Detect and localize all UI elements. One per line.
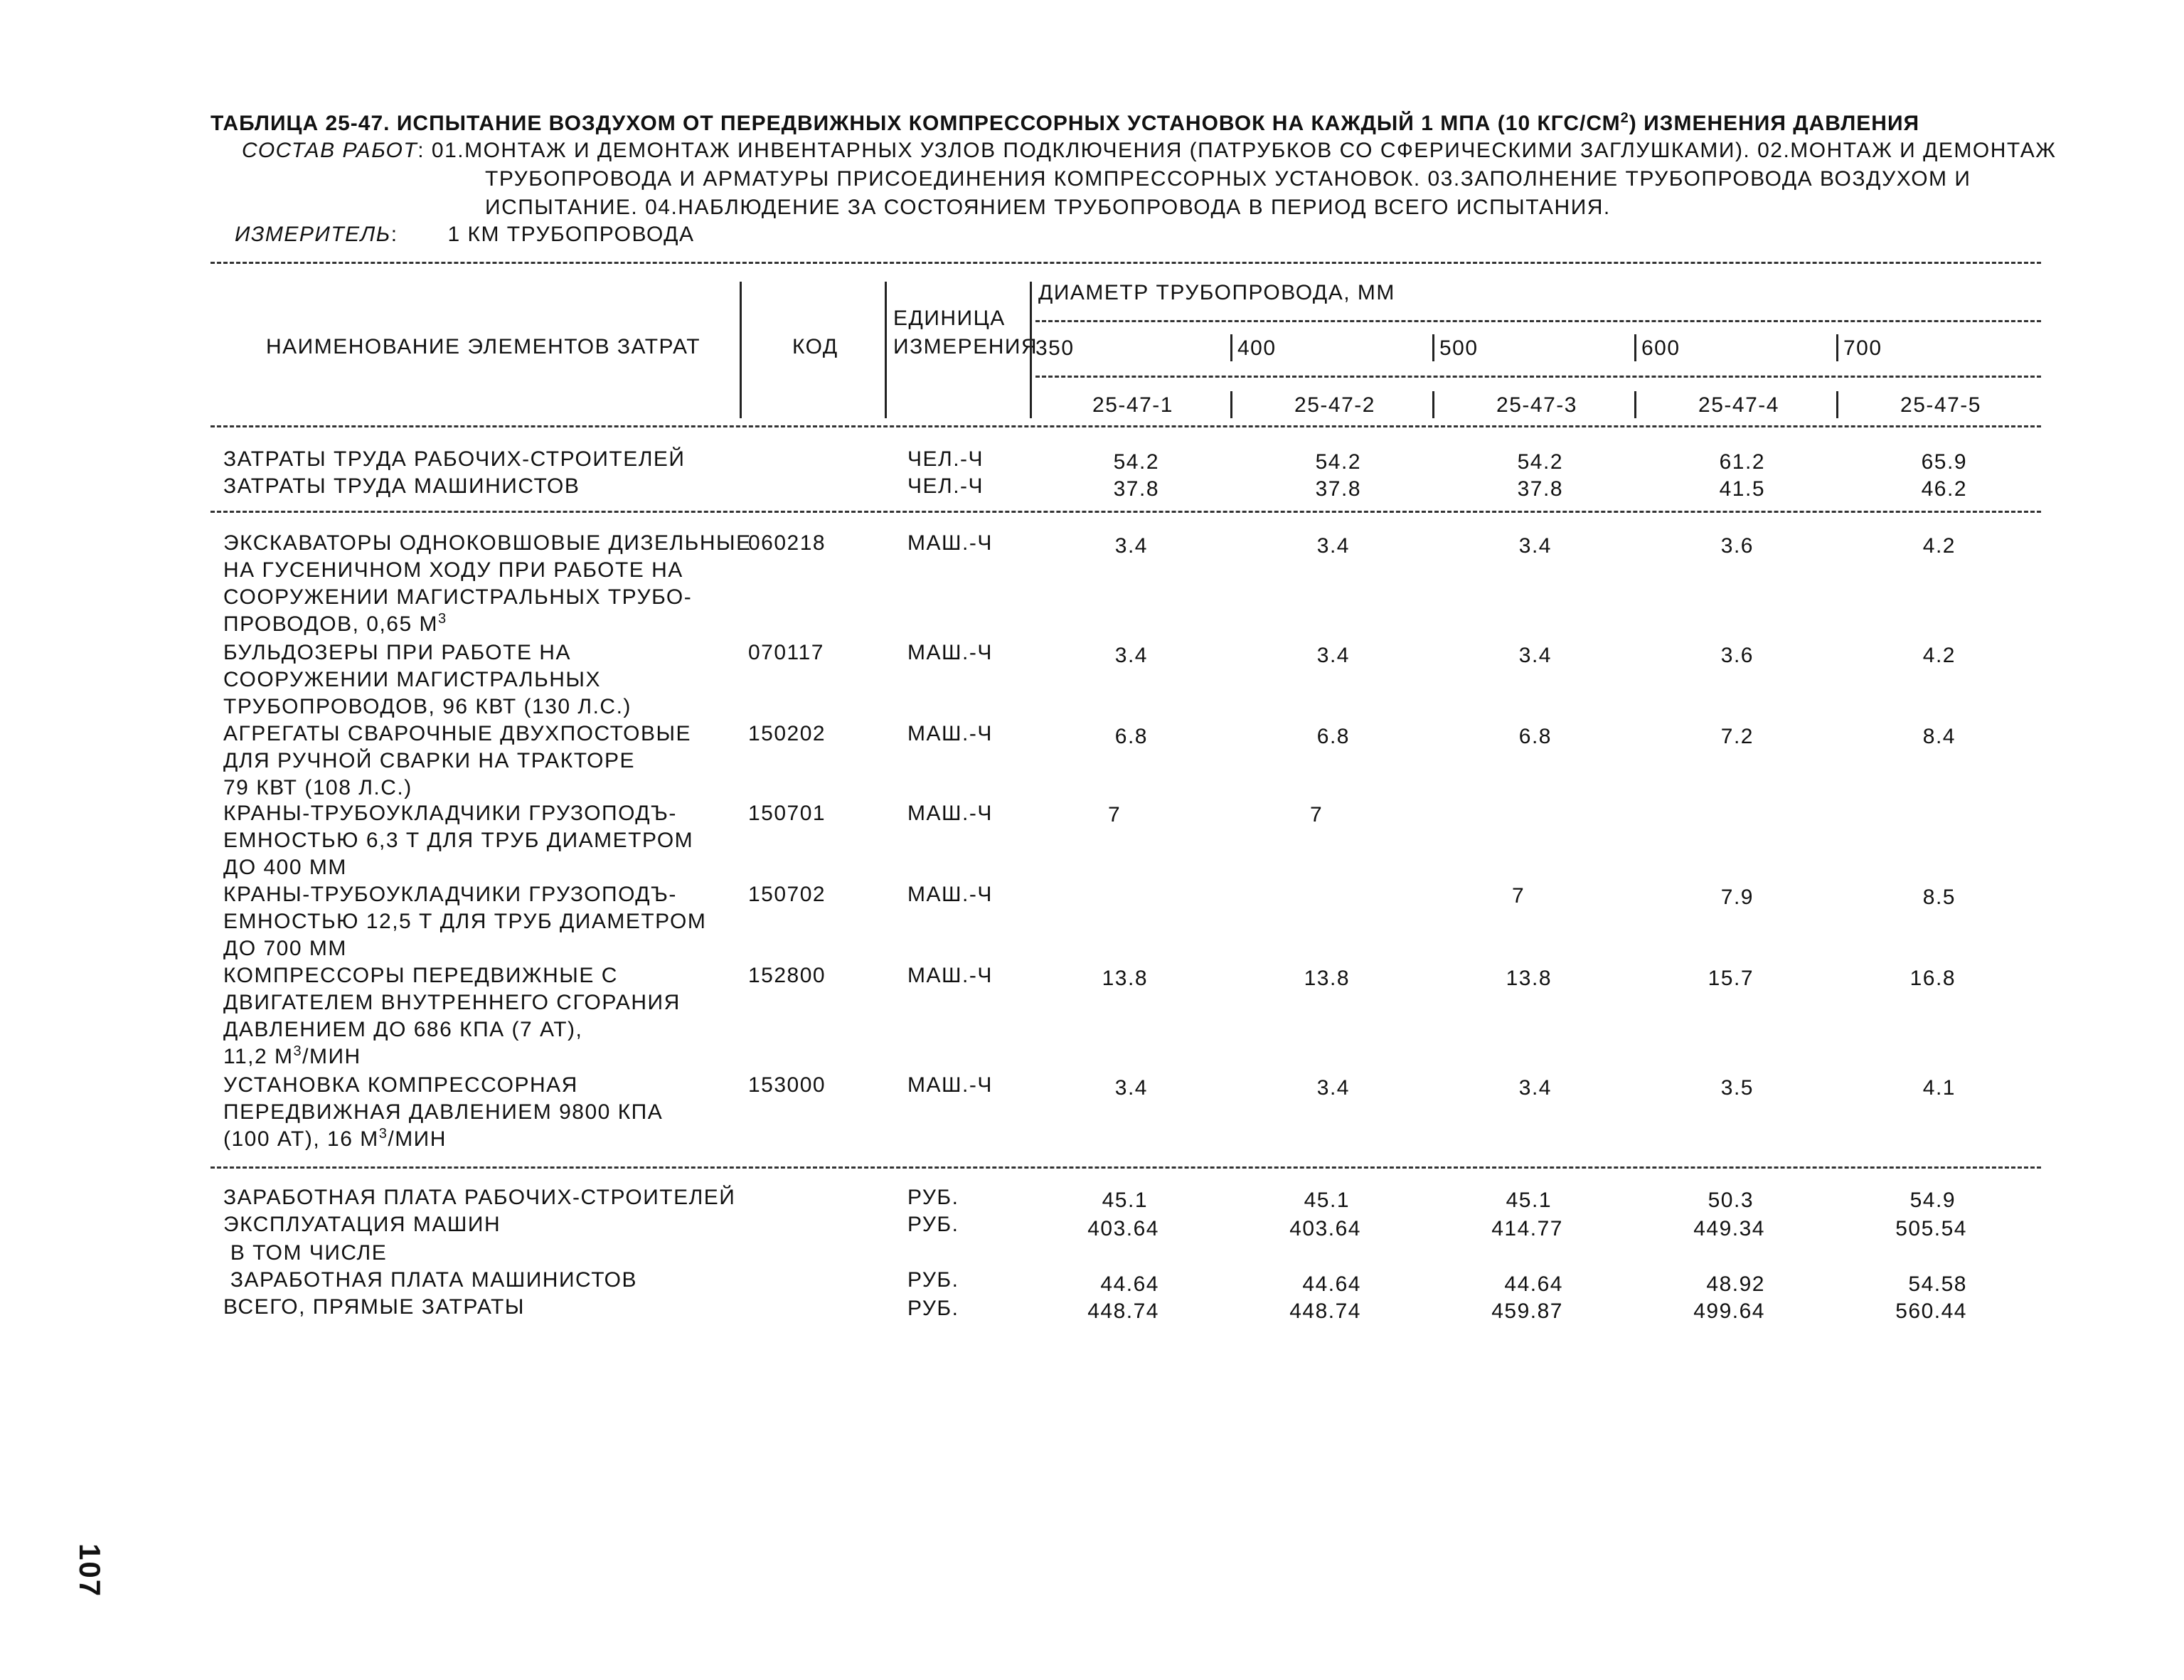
row-code: 060218 [748,531,826,555]
row-value-5: 54.58 [1908,1272,1967,1296]
row-name-line: ДЛЯ РУЧНОЙ СВАРКИ НА ТРАКТОРЕ [223,749,636,772]
sostav-line-3: ИСПЫТАНИЕ. 04.НАБЛЮДЕНИЕ ЗА СОСТОЯНИЕМ ТРУБОПРОВОДА В ПЕРИОД ВСЕГО ИСПЫТАНИЯ. [485,196,1611,219]
header-diameter-col: ДИАМЕТР ТРУБОПРОВОДА, ММ [1038,281,1395,304]
header-vbar [1634,334,1636,361]
row-value-2: 403.64 [1289,1217,1361,1240]
row-name: ЗАРАБОТНАЯ ПЛАТА РАБОЧИХ-СТРОИТЕЛЕЙ [223,1186,736,1209]
row-code: 070117 [748,641,824,664]
header-unit-col-2: ИЗМЕРЕНИЯ [893,335,1038,358]
row-value-4: 3.6 [1720,534,1754,558]
row-unit: МАШ.-Ч [907,1073,993,1097]
row-name-line: СООРУЖЕНИИ МАГИСТРАЛЬНЫХ [223,668,601,691]
row-name-line: 79 КВТ (108 Л.С.) [223,776,412,799]
divider-top [211,262,2041,264]
row-value-3: 3.4 [1518,1076,1552,1100]
row-value-3: 45.1 [1506,1189,1552,1212]
header-vbar [1836,391,1838,418]
header-vbar [1432,391,1434,418]
row-value-5: 65.9 [1921,450,1967,474]
row-code: 150701 [748,802,826,825]
row-value-1: 13.8 [1102,967,1148,990]
row-value-4: 61.2 [1719,450,1765,474]
row-value-5: 8.4 [1922,725,1956,748]
row-value-3: 3.4 [1518,534,1552,558]
row-value-4: 7.9 [1720,886,1754,909]
header-diameter-700: 700 [1843,336,1882,360]
row-value-1: 403.64 [1087,1217,1159,1240]
row-name-line: ЕМНОСТЬЮ 12,5 Т ДЛЯ ТРУБ ДИАМЕТРОМ [223,910,707,933]
row-value-2: 54.2 [1315,450,1361,474]
row-value-4: 3.5 [1720,1076,1754,1100]
row-value-2: 45.1 [1304,1189,1350,1212]
row-value-1: 3.4 [1114,534,1148,558]
header-code-col: КОД [792,335,838,358]
row-name-line: СООРУЖЕНИИ МАГИСТРАЛЬНЫХ ТРУБО- [223,585,693,609]
row-value-4: 48.92 [1706,1272,1765,1296]
row-value-3: 414.77 [1491,1217,1563,1240]
row-name-line: КОМПРЕССОРЫ ПЕРЕДВИЖНЫЕ С [223,964,618,987]
row-value-4: 50.3 [1708,1189,1754,1212]
row-value-4: 7.2 [1720,725,1754,748]
row-value-5: 505.54 [1895,1217,1967,1240]
row-value-2: 13.8 [1304,967,1350,990]
row-unit: ЧЕЛ.-Ч [907,474,984,498]
row-name-line: ДАВЛЕНИЕМ ДО 686 КПА (7 АТ), [223,1018,583,1041]
row-value-5: 16.8 [1909,967,1956,990]
row-unit: РУБ. [907,1186,959,1209]
row-value-2: 3.4 [1316,1076,1350,1100]
row-value-2: 3.4 [1316,534,1350,558]
sostav-line-2: ТРУБОПРОВОДА И АРМАТУРЫ ПРИСОЕДИНЕНИЯ КОМПРЕССОРНЫХ УСТАНОВОК. 03.ЗАПОЛНЕНИЕ ТРУБОПРОВОДА ВОЗДУХОМ И [485,167,1971,191]
row-name-line: ПЕРЕДВИЖНАЯ ДАВЛЕНИЕМ 9800 КПА [223,1100,664,1124]
header-vbar [1030,282,1032,418]
row-value-3: 13.8 [1506,967,1552,990]
header-code-25-47-2: 25-47-2 [1294,393,1375,417]
page-number: 107 [73,1543,107,1598]
row-value-5: 4.1 [1922,1076,1956,1100]
divider-labor-bottom [211,511,2041,513]
row-value-5: 46.2 [1921,477,1967,501]
row-code: 150202 [748,722,826,745]
header-code-25-47-4: 25-47-4 [1698,393,1779,417]
row-name: ВСЕГО, ПРЯМЫЕ ЗАТРАТЫ [223,1295,525,1319]
row-name-line: ЭКСКАВАТОРЫ ОДНОКОВШОВЫЕ ДИЗЕЛЬНЫЕ [223,531,752,555]
row-value-1: 6.8 [1114,725,1148,748]
sostav-line-1: СОСТАВ РАБОТ: 01.МОНТАЖ И ДЕМОНТАЖ ИНВЕНТАРНЫХ УЗЛОВ ПОДКЛЮЧЕНИЯ (ПАТРУБКОВ СО СФЕРИЧЕСКИМИ ЗАГЛУШКАМИ). 02.МОНТАЖ И ДЕМОНТАЖ [242,139,2057,162]
header-unit-col-1: ЕДИНИЦА [893,307,1006,330]
row-value-2: 7 [1310,803,1323,826]
row-unit: МАШ.-Ч [907,641,993,664]
row-value-3: 54.2 [1517,450,1563,474]
header-vbar [885,282,887,418]
row-name-line: КРАНЫ-ТРУБОУКЛАДЧИКИ ГРУЗОПОДЪ- [223,802,677,825]
header-subdivider [1035,320,2041,322]
row-name-line: УСТАНОВКА КОМПРЕССОРНАЯ [223,1073,578,1097]
row-value-1: 448.74 [1087,1299,1159,1323]
row-value-3: 6.8 [1518,725,1552,748]
row-value-5: 560.44 [1895,1299,1967,1323]
row-unit: ЧЕЛ.-Ч [907,447,984,471]
row-unit: МАШ.-Ч [907,802,993,825]
header-vbar [1634,391,1636,418]
row-value-2: 3.4 [1316,644,1350,667]
row-value-2: 37.8 [1315,477,1361,501]
row-name-line: НА ГУСЕНИЧНОМ ХОДУ ПРИ РАБОТЕ НА [223,558,683,582]
row-name-line: ДО 400 ММ [223,856,347,879]
header-subdivider [1035,376,2041,378]
header-vbar [1230,391,1232,418]
row-unit: МАШ.-Ч [907,964,993,987]
row-unit: РУБ. [907,1268,959,1292]
row-name: В ТОМ ЧИСЛЕ [223,1241,388,1265]
row-value-3: 7 [1512,884,1525,908]
row-unit: РУБ. [907,1213,959,1236]
header-code-25-47-3: 25-47-3 [1496,393,1577,417]
row-value-3: 44.64 [1504,1272,1563,1296]
row-name-line: ТРУБОПРОВОДОВ, 96 КВТ (130 Л.С.) [223,695,632,718]
row-value-1: 44.64 [1100,1272,1159,1296]
izmeritel-line: ИЗМЕРИТЕЛЬ: 1 КМ ТРУБОПРОВОДА [235,223,695,246]
row-name-line: ДО 700 ММ [223,937,347,960]
row-code: 153000 [748,1073,826,1097]
row-value-1: 3.4 [1114,1076,1148,1100]
row-name-line: ЕМНОСТЬЮ 6,3 Т ДЛЯ ТРУБ ДИАМЕТРОМ [223,829,694,852]
row-value-5: 4.2 [1922,644,1956,667]
row-value-4: 15.7 [1708,967,1754,990]
header-vbar [1432,334,1434,361]
row-value-1: 7 [1108,803,1122,826]
row-name-line: БУЛЬДОЗЕРЫ ПРИ РАБОТЕ НА [223,641,571,664]
row-name-line: 11,2 $М^3$/МИН [223,1043,361,1068]
row-name: ЗАТРАТЫ ТРУДА РАБОЧИХ-СТРОИТЕЛЕЙ [223,447,686,471]
row-name: ЗАТРАТЫ ТРУДА МАШИНИСТОВ [223,474,580,498]
row-unit: МАШ.-Ч [907,722,993,745]
row-value-4: 41.5 [1719,477,1765,501]
row-name-line: (100 АТ), 16 $М^3$/МИН [223,1126,447,1151]
row-value-4: 449.34 [1693,1217,1765,1240]
divider-machines-bottom [211,1166,2041,1169]
header-vbar [740,282,742,418]
row-unit: МАШ.-Ч [907,531,993,555]
header-diameter-400: 400 [1237,336,1277,360]
row-value-5: 54.9 [1909,1189,1956,1212]
row-name-line: ДВИГАТЕЛЕМ ВНУТРЕННЕГО СГОРАНИЯ [223,991,681,1014]
header-diameter-600: 600 [1641,336,1680,360]
divider-header-bottom [211,425,2041,427]
row-name-line: АГРЕГАТЫ СВАРОЧНЫЕ ДВУХПОСТОВЫЕ [223,722,692,745]
row-value-5: 4.2 [1922,534,1956,558]
table-title: ТАБЛИЦА 25-47. ИСПЫТАНИЕ ВОЗДУХОМ ОТ ПЕРЕДВИЖНЫХ КОМПРЕССОРНЫХ УСТАНОВОК НА КАЖДЫЙ 1 МПА (10 КГС/$СМ^2$) ИЗМЕНЕНИЯ ДАВЛЕНИЯ [211,110,1920,135]
row-value-2: 44.64 [1302,1272,1361,1296]
row-value-4: 499.64 [1693,1299,1765,1323]
header-code-25-47-5: 25-47-5 [1900,393,1981,417]
row-code: 150702 [748,883,826,906]
row-value-5: 8.5 [1922,886,1956,909]
row-unit: МАШ.-Ч [907,883,993,906]
row-value-1: 54.2 [1113,450,1159,474]
row-value-3: 459.87 [1491,1299,1563,1323]
row-value-1: 3.4 [1114,644,1148,667]
row-value-3: 3.4 [1518,644,1552,667]
row-value-3: 37.8 [1517,477,1563,501]
header-vbar [1836,334,1838,361]
row-value-2: 448.74 [1289,1299,1361,1323]
header-code-25-47-1: 25-47-1 [1092,393,1173,417]
row-value-1: 45.1 [1102,1189,1148,1212]
row-name-line: КРАНЫ-ТРУБОУКЛАДЧИКИ ГРУЗОПОДЪ- [223,883,677,906]
row-unit: РУБ. [907,1297,959,1320]
row-name-line: ПРОВОДОВ, 0,65 $М^3$ [223,611,447,636]
header-vbar [1230,334,1232,361]
header-diameter-350: 350 [1035,336,1075,360]
row-value-4: 3.6 [1720,644,1754,667]
row-code: 152800 [748,964,826,987]
header-name-col: НАИМЕНОВАНИЕ ЭЛЕМЕНТОВ ЗАТРАТ [266,335,701,358]
header-diameter-500: 500 [1439,336,1479,360]
row-value-1: 37.8 [1113,477,1159,501]
row-name: ЭКСПЛУАТАЦИЯ МАШИН [223,1213,501,1236]
row-name: ЗАРАБОТНАЯ ПЛАТА МАШИНИСТОВ [223,1268,638,1292]
row-value-2: 6.8 [1316,725,1350,748]
